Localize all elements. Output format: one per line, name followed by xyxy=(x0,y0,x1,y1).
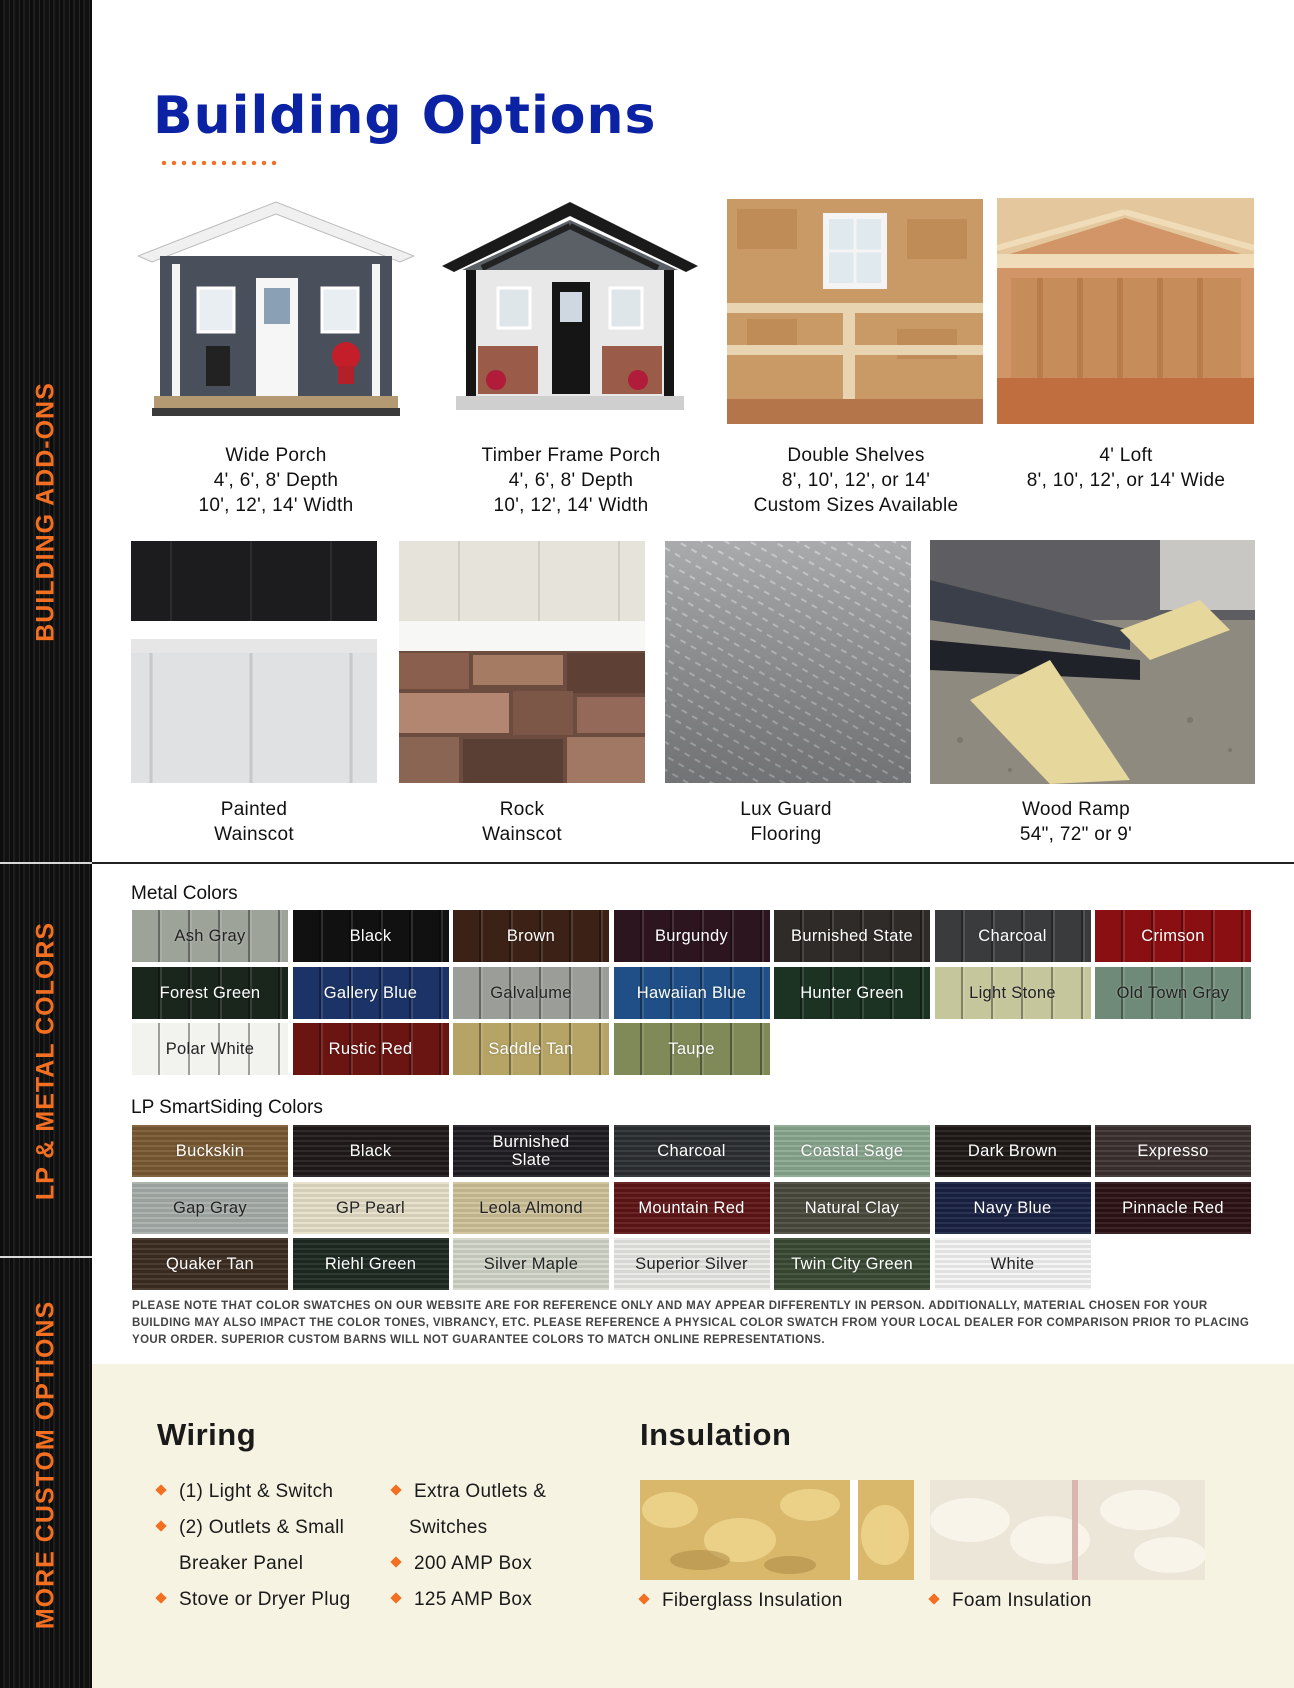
lp-color-swatch xyxy=(614,1125,770,1177)
wood-ramp-caption xyxy=(976,797,1176,847)
list-item: Switches xyxy=(409,1517,488,1538)
metal-color-swatch-label: Rustic Red xyxy=(328,1040,413,1058)
lp-color-swatch-label: Gap Gray xyxy=(173,1199,247,1217)
lp-color-swatch-label: Expresso xyxy=(1137,1142,1209,1160)
addon-detail: Flooring xyxy=(750,824,822,845)
lp-color-swatch-label: Riehl Green xyxy=(324,1255,417,1273)
metal-color-swatch-label: Old Town Gray xyxy=(1116,984,1230,1002)
lp-color-swatch-label: Dark Brown xyxy=(967,1142,1058,1160)
wood-ramp-image xyxy=(930,540,1255,784)
metal-colors-heading: Metal Colors xyxy=(131,883,238,904)
lp-color-swatch xyxy=(132,1125,288,1177)
addon-name: Wood Ramp xyxy=(1022,799,1130,820)
wide-porch-caption xyxy=(176,443,376,518)
metal-color-swatch xyxy=(614,967,770,1019)
lp-color-swatch-label: GP Pearl xyxy=(335,1199,406,1217)
wiring-list-col2 xyxy=(392,1474,592,1618)
bullet-icon xyxy=(928,1593,939,1604)
lp-color-swatch xyxy=(614,1182,770,1234)
metal-color-swatch xyxy=(132,1023,288,1075)
metal-color-swatch xyxy=(453,1023,609,1075)
bullet-icon xyxy=(390,1592,401,1603)
list-item: Extra Outlets & xyxy=(392,1474,592,1510)
list-item: (2) Outlets & Small xyxy=(157,1510,377,1546)
sidebar-label-more-custom-options: MORE CUSTOM OPTIONS xyxy=(31,1300,60,1630)
metal-color-swatch xyxy=(293,967,449,1019)
rock-wainscot-image xyxy=(399,541,645,783)
loft-caption xyxy=(1006,443,1246,493)
lp-color-swatch xyxy=(774,1182,930,1234)
list-item: 125 AMP Box xyxy=(392,1582,592,1618)
lp-color-swatch xyxy=(453,1182,609,1234)
title-dots-decoration xyxy=(159,160,281,166)
lp-color-swatch-label: Twin City Green xyxy=(791,1255,913,1273)
wide-porch-image xyxy=(138,196,414,428)
metal-color-swatch xyxy=(935,910,1091,962)
lp-color-swatch xyxy=(935,1182,1091,1234)
lux-guard-flooring-caption xyxy=(686,797,886,847)
lp-color-swatch-label: Quaker Tan xyxy=(166,1255,254,1273)
insulation-heading: Insulation xyxy=(640,1417,792,1452)
bullet-icon xyxy=(155,1484,166,1495)
bullet-icon xyxy=(390,1556,401,1567)
lp-color-swatch xyxy=(453,1238,609,1290)
lp-color-swatch xyxy=(935,1125,1091,1177)
lp-color-swatch xyxy=(453,1125,609,1177)
addon-detail: 54", 72" or 9' xyxy=(1019,824,1133,845)
sidebar-label-lp-metal-colors: LP & METAL COLORS xyxy=(31,921,60,1201)
timber-frame-porch-caption xyxy=(460,443,682,518)
addon-name: Double Shelves xyxy=(787,445,925,466)
lp-color-swatch-label: Burnished Slate xyxy=(492,1133,570,1169)
metal-color-swatch-label: Crimson xyxy=(1141,927,1205,945)
wiring-list-col1 xyxy=(157,1474,377,1618)
addon-detail: 8', 10', 12', or 14' Wide xyxy=(1026,470,1226,491)
list-item: Breaker Panel xyxy=(179,1553,304,1574)
section-divider xyxy=(92,862,1294,864)
timber-frame-porch-image xyxy=(442,196,698,428)
addon-name: Painted xyxy=(220,799,288,820)
lp-color-swatch-label: Silver Maple xyxy=(483,1255,579,1273)
metal-color-swatch-label: Brown xyxy=(506,927,556,945)
addon-name: Lux Guard xyxy=(740,799,832,820)
lp-color-swatch-label: Coastal Sage xyxy=(800,1142,904,1160)
lp-color-swatch-label: Leola Almond xyxy=(479,1199,583,1217)
sidebar xyxy=(0,0,92,1688)
metal-color-swatch-label: Light Stone xyxy=(969,984,1056,1002)
metal-color-swatch-label: Hunter Green xyxy=(800,984,904,1002)
addon-name: 4' Loft xyxy=(1099,445,1153,466)
lp-color-swatch xyxy=(614,1238,770,1290)
wiring-heading: Wiring xyxy=(157,1417,257,1452)
lux-guard-flooring-image xyxy=(665,541,911,783)
lp-color-swatch-label: Black xyxy=(349,1142,392,1160)
addon-detail: 4', 6', 8' Depth xyxy=(508,470,634,491)
double-shelves-caption xyxy=(736,443,976,518)
lp-color-swatch xyxy=(1095,1182,1251,1234)
lp-color-swatch xyxy=(293,1182,449,1234)
metal-color-swatch xyxy=(774,910,930,962)
lp-colors-heading: LP SmartSiding Colors xyxy=(131,1097,323,1118)
lp-color-swatch-label: Superior Silver xyxy=(635,1255,748,1273)
addon-name: Wide Porch xyxy=(225,445,327,466)
metal-color-swatch xyxy=(453,967,609,1019)
color-disclaimer: PLEASE NOTE THAT COLOR SWATCHES ON OUR WEBSITE ARE FOR REFERENCE ONLY AND MAY APPEAR DIFFERENTLY IN PERSON. ADDITIONALLY, MATERIAL CHOSEN FOR YOUR BUILDING MAY ALSO IMPACT THE COLOR TONES, VIBRANCY, ETC. PLEASE REFERENCE A PHYSICAL COLOR SWATCH FROM YOUR LOCAL DEALER FOR COMPARISON PRIOR TO PLACING YOUR ORDER. SUPERIOR CUSTOM BARNS WILL NOT GUARANTEE COLORS TO MATCH ONLINE REPRESENTATIONS. xyxy=(132,1300,1250,1346)
addon-detail: 4', 6', 8' Depth xyxy=(213,470,339,491)
loft-image xyxy=(997,198,1254,424)
metal-color-swatch xyxy=(293,910,449,962)
metal-color-swatch-label: Charcoal xyxy=(978,927,1047,945)
lp-color-swatch xyxy=(132,1238,288,1290)
lp-color-swatch xyxy=(132,1182,288,1234)
lp-color-swatch xyxy=(1095,1125,1251,1177)
addon-detail: Wainscot xyxy=(482,824,562,845)
foam-insulation-image xyxy=(930,1480,1205,1580)
sidebar-divider xyxy=(0,1256,92,1258)
metal-color-swatch xyxy=(132,967,288,1019)
metal-color-swatch-label: Saddle Tan xyxy=(488,1040,574,1058)
metal-color-swatch xyxy=(935,967,1091,1019)
addon-name: Rock xyxy=(499,799,545,820)
sidebar-label-building-addons: BUILDING ADD-ONS xyxy=(31,382,60,642)
addon-detail: 8', 10', 12', or 14' xyxy=(781,470,931,491)
double-shelves-image xyxy=(727,199,983,424)
metal-color-swatch-label: Polar White xyxy=(165,1040,255,1058)
list-item: Stove or Dryer Plug xyxy=(157,1582,377,1618)
metal-color-swatch-label: Burgundy xyxy=(654,927,729,945)
metal-color-swatch xyxy=(614,910,770,962)
lp-color-swatch-label: Pinnacle Red xyxy=(1122,1199,1224,1217)
metal-color-swatch-label: Ash Gray xyxy=(174,927,246,945)
lp-color-swatch-label: Charcoal xyxy=(657,1142,726,1160)
foam-insulation-label: Foam Insulation xyxy=(930,1583,1092,1619)
painted-wainscot-image xyxy=(131,541,377,783)
lp-color-swatch xyxy=(774,1238,930,1290)
lp-color-swatch-label: Buckskin xyxy=(175,1142,245,1160)
metal-color-swatch-label: Taupe xyxy=(668,1040,715,1058)
metal-color-swatch-label: Forest Green xyxy=(159,984,261,1002)
bullet-icon xyxy=(638,1593,649,1604)
metal-color-swatch xyxy=(293,1023,449,1075)
metal-color-swatch-label: Burnished State xyxy=(791,927,913,945)
metal-color-swatch-label: Galvalume xyxy=(490,984,572,1002)
addon-detail: 10', 12', 14' Width xyxy=(493,495,649,516)
metal-color-swatch xyxy=(614,1023,770,1075)
lp-color-swatch xyxy=(935,1238,1091,1290)
list-item: 200 AMP Box xyxy=(392,1546,592,1582)
lp-color-swatch-label: Mountain Red xyxy=(638,1199,745,1217)
addon-detail: 10', 12', 14' Width xyxy=(198,495,354,516)
lp-color-swatch xyxy=(774,1125,930,1177)
metal-color-swatch xyxy=(453,910,609,962)
metal-color-swatch xyxy=(1095,967,1251,1019)
metal-color-swatch-label: Black xyxy=(349,927,392,945)
bullet-icon xyxy=(155,1592,166,1603)
fiberglass-insulation-image xyxy=(640,1480,914,1580)
addon-name: Timber Frame Porch xyxy=(481,445,661,466)
sidebar-divider xyxy=(0,862,92,864)
addon-detail: Custom Sizes Available xyxy=(753,495,959,516)
metal-color-swatch xyxy=(774,967,930,1019)
metal-color-swatch xyxy=(1095,910,1251,962)
bullet-icon xyxy=(390,1484,401,1495)
lp-color-swatch-label: Natural Clay xyxy=(804,1199,900,1217)
list-item: (1) Light & Switch xyxy=(157,1474,377,1510)
page-title: Building Options xyxy=(153,86,657,146)
painted-wainscot-caption xyxy=(154,797,354,847)
lp-color-swatch xyxy=(293,1125,449,1177)
rock-wainscot-caption xyxy=(422,797,622,847)
lp-color-swatch xyxy=(293,1238,449,1290)
fiberglass-insulation-label: Fiberglass Insulation xyxy=(640,1583,843,1619)
addon-detail: Wainscot xyxy=(214,824,294,845)
metal-color-swatch-label: Gallery Blue xyxy=(323,984,418,1002)
lp-color-swatch-label: Navy Blue xyxy=(973,1199,1052,1217)
bullet-icon xyxy=(155,1520,166,1531)
metal-color-swatch xyxy=(132,910,288,962)
metal-color-swatch-label: Hawaiian Blue xyxy=(636,984,747,1002)
lp-color-swatch-label: White xyxy=(990,1255,1035,1273)
